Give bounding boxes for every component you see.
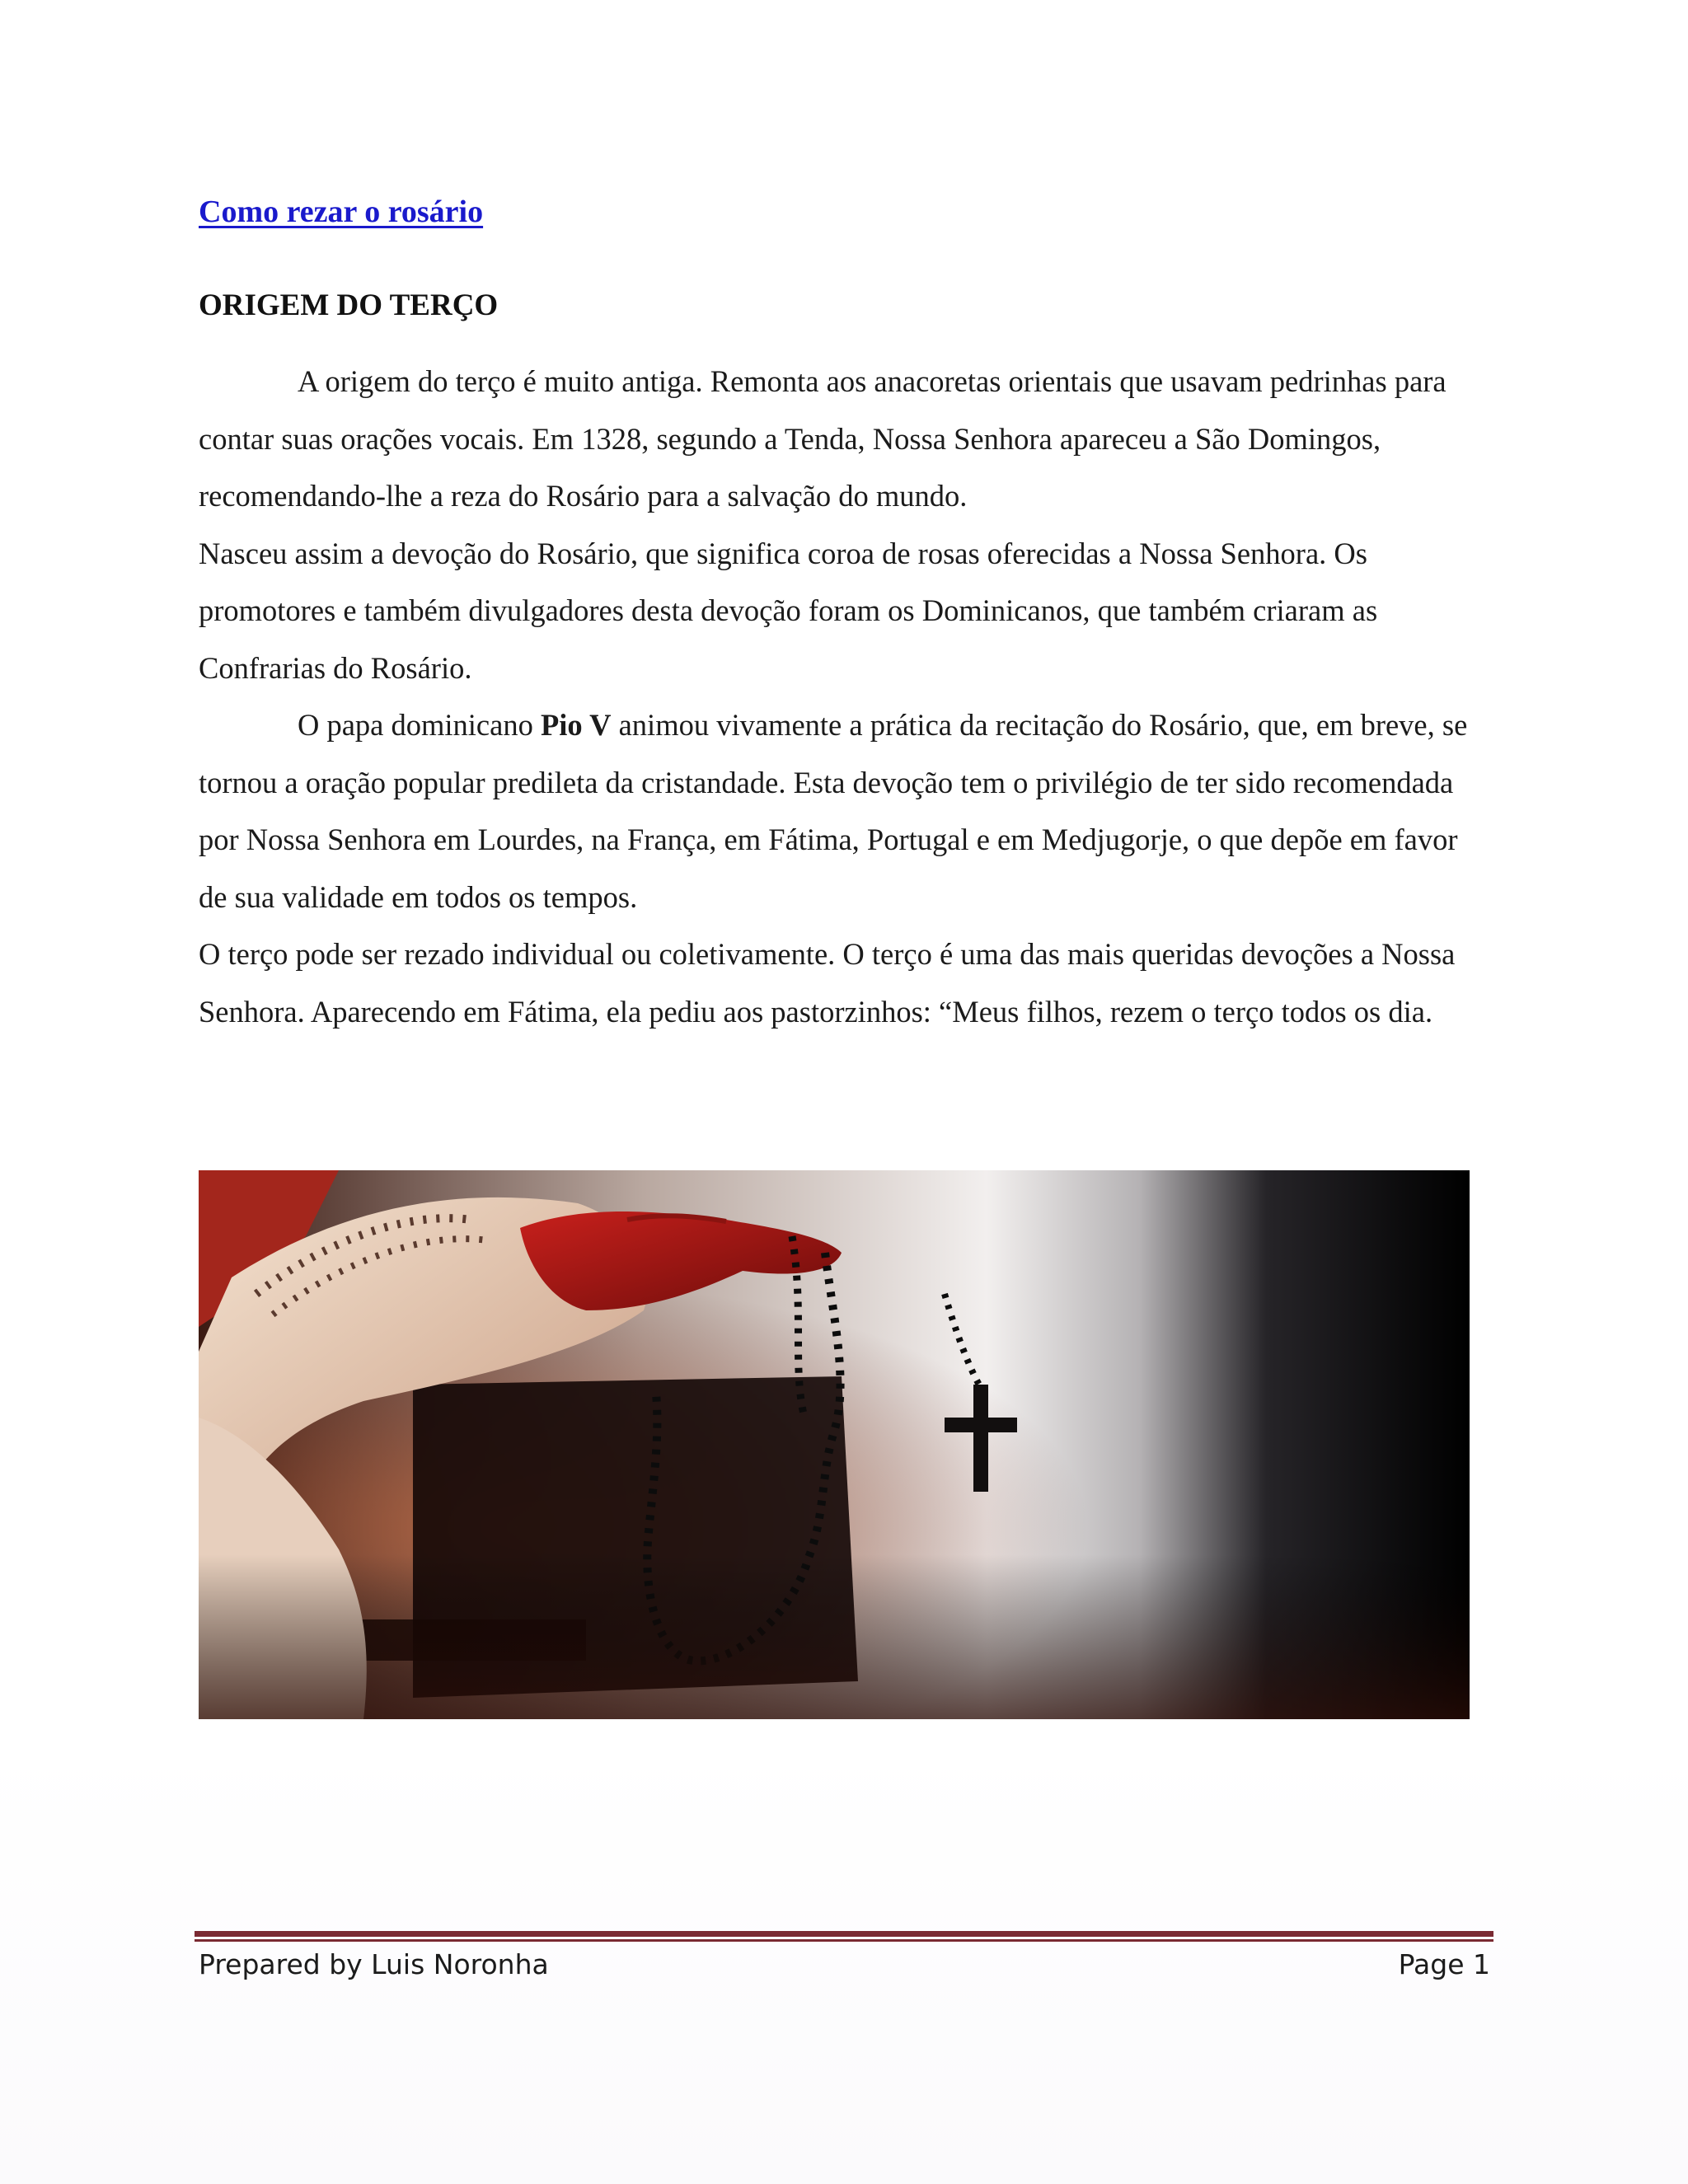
- document-content: [199, 194, 1493, 1040]
- footer-divider-thin: [195, 1939, 1493, 1942]
- pope-name: Pio V: [540, 708, 612, 742]
- footer-divider-thick: [195, 1931, 1493, 1937]
- page-number: Page 1: [1398, 1948, 1490, 1980]
- paragraph-3: [199, 696, 1493, 926]
- title-link[interactable]: Como rezar o rosário: [199, 194, 484, 229]
- rosary-photo: [199, 1170, 1470, 1719]
- paragraph-2: Nasceu assim a devoção do Rosário, que significa coroa de rosas oferecidas a Nossa Senhora. Os promotores e também divulgadores desta devoção foram os Dominicanos, que também criaram as Confrarias do Rosário.: [199, 536, 1378, 685]
- page-footer: [199, 1943, 1490, 1990]
- paragraph-4: O terço pode ser rezado individual ou coletivamente. O terço é uma das mais queridas devoções a Nossa Senhora. Aparecendo em Fátima, ela pediu aos pastorzinhos: “Meus filhos, rezem o terço todos os dia.: [199, 937, 1456, 1029]
- footer-divider: [195, 1931, 1493, 1943]
- paragraph-3-start: O papa dominicano: [298, 708, 541, 742]
- paragraph-1: A origem do terço é muito antiga. Remonta aos anacoretas orientais que usavam pedrinhas para contar suas orações vocais. Em 1328, segundo a Tenda, Nossa Senhora apareceu a São Domingos, recomendando-lhe a reza do Rosário para a salvação do mundo.: [199, 364, 1447, 513]
- body-text: [199, 353, 1493, 1040]
- section-heading: ORIGEM DO TERÇO: [199, 288, 499, 322]
- paragraph-3-end: animou vivamente a prática da recitação do Rosário, que, em breve, se tornou a oração popular predileta da cristandade. Esta devoção tem o privilégio de ter sido recomendada por Nossa Senhora em Lourdes, na França, em Fátima, Portugal e em Medjugorje, o que depõe em favor de sua validade em todos os tempos.: [199, 708, 1468, 914]
- footer-author: Prepared by Luis Noronha: [199, 1948, 549, 1980]
